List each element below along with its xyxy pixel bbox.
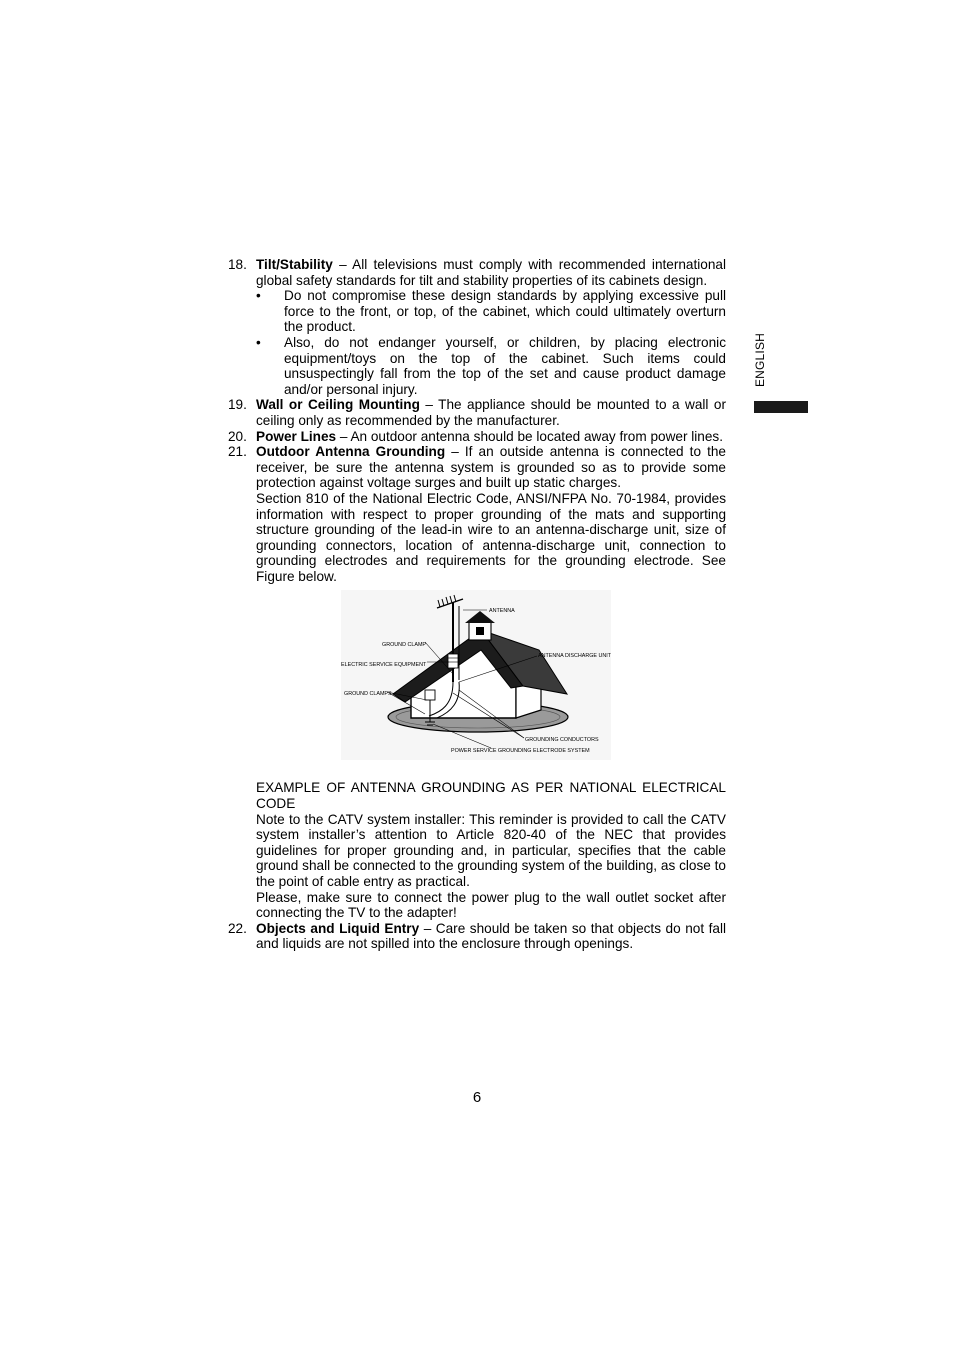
- item-19: [228, 397, 726, 428]
- page-number: 6: [472, 1089, 482, 1106]
- figure-caption: EXAMPLE OF ANTENNA GROUNDING AS PER NATIONAL ELECTRICAL CODE: [256, 780, 726, 812]
- item-title: Objects and Liquid Entry: [256, 920, 420, 936]
- item-number: 19.: [228, 397, 247, 413]
- antenna-grounding-diagram: [341, 590, 611, 760]
- item-22: [228, 921, 726, 952]
- item-18: [228, 257, 726, 397]
- language-tab-label: ENGLISH: [753, 332, 767, 388]
- label-electric-service-equipment: ELECTRIC SERVICE EQUIPMENT: [341, 662, 427, 669]
- item-text: – All televisions must comply with recommended international global safety standards for tilt and stability properties of its cabinets design.: [256, 257, 726, 288]
- item-body: [256, 921, 726, 952]
- item-text: – If an outside antenna is connected to the receiver, be sure the antenna system is grounded so as to provide some protection against voltage surges and built up static charges.: [256, 444, 726, 491]
- item-title: Tilt/Stability: [256, 257, 333, 272]
- item-body: [256, 257, 726, 397]
- item-body: [256, 397, 726, 428]
- label-ground-clamps: GROUND CLAMPS: [344, 691, 392, 698]
- dormer-window: [476, 627, 484, 635]
- installer-note: Note to the CATV system installer: This reminder is provided to call the CATV system installer’s attention to Article 820-40 of the NEC that provides guidelines for proper grounding and, in particular, specifies that the cable ground shall be connected to the grounding system of the building, as close to the point of cable entry as practical.: [256, 811, 726, 890]
- label-antenna: ANTENNA: [489, 608, 515, 615]
- safety-instructions: [228, 257, 726, 952]
- bullet-icon: •: [256, 288, 261, 304]
- antenna-grounding-figure: [341, 590, 611, 760]
- bullet-icon: •: [256, 334, 261, 350]
- label-grounding-conductors: GROUNDING CONDUCTORS: [525, 737, 599, 744]
- item-number: 21.: [228, 444, 247, 460]
- item-text: – The appliance should be mounted to a wall or ceiling only as recommended by the manufacturer.: [256, 397, 727, 428]
- language-tab: [753, 330, 767, 390]
- bullet-text: Do not compromise these design standards by applying excessive pull force to the front, or top, of the cabinet, which could ultimately overturn the product.: [284, 288, 726, 335]
- item-number: 20.: [228, 428, 247, 444]
- item-number: 22.: [228, 920, 247, 936]
- adapter-note: Please, make sure to connect the power plug to the wall outlet socket after connecting the TV to the adapter!: [256, 889, 726, 921]
- item-title: Wall or Ceiling Mounting: [256, 397, 420, 413]
- item-paragraph: Section 810 of the National Electric Code, ANSI/NFPA No. 70-1984, provides information with respect to proper grounding of the mats and supporting structure grounding of the lead-in wire to an antenna-discharge unit, size of grounding connectors, location of antenna-discharge unit, connection to grounding electrodes and requirements for the grounding electrode. See Figure below.: [256, 490, 726, 584]
- label-ground-clamp: GROUND CLAMP: [382, 642, 427, 649]
- bullet-list: [256, 288, 726, 397]
- item-title: Power Lines: [256, 428, 337, 444]
- bullet-item: [256, 335, 726, 397]
- item-body: [256, 444, 726, 921]
- item-21: [228, 444, 726, 921]
- bullet-item: [256, 288, 726, 335]
- item-text: – An outdoor antenna should be located away from power lines.: [336, 428, 723, 444]
- item-body: [256, 429, 726, 445]
- item-text: – Care should be taken so that objects do not fall and liquids are not spilled into the enclosure through openings.: [256, 920, 727, 952]
- electric-service-box: [425, 690, 435, 700]
- label-power-service-grounding: POWER SERVICE GROUNDING ELECTRODE SYSTEM: [451, 748, 590, 755]
- discharge-unit-box: [448, 654, 458, 668]
- bullet-text: Also, do not endanger yourself, or children, by placing electronic equipment/toys on the top of the cabinet. Such items could unsuspectingly fall from the top of the set and cause product damage and/or personal injury.: [284, 334, 726, 397]
- language-tab-marker: [754, 401, 808, 413]
- label-antenna-discharge-unit: ANTENNA DISCHARGE UNIT: [538, 653, 611, 660]
- item-title: Outdoor Antenna Grounding: [256, 444, 446, 460]
- item-20: [228, 429, 726, 445]
- item-number: 18.: [228, 257, 247, 272]
